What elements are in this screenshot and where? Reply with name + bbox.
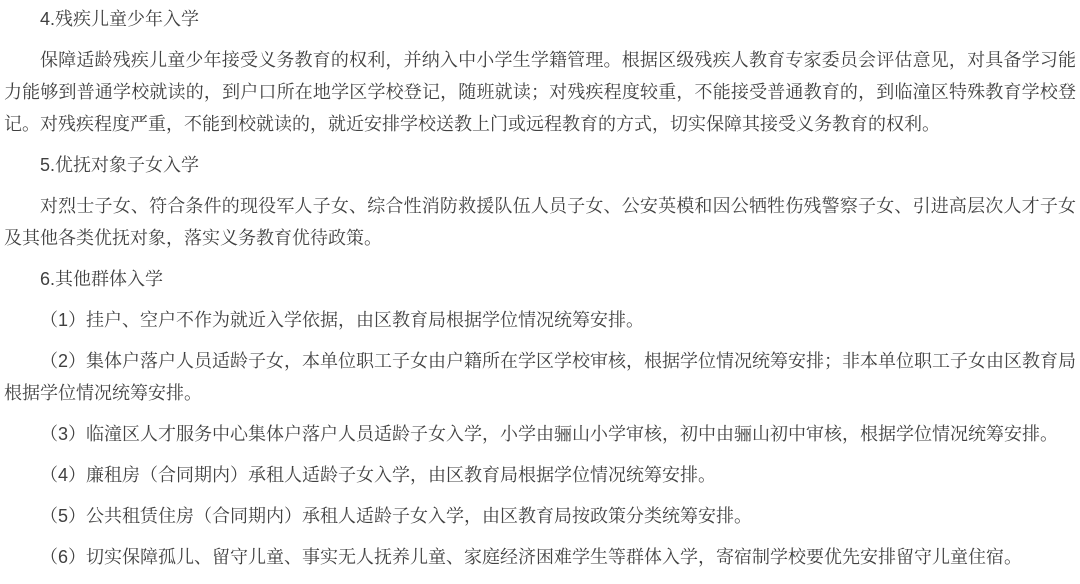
paragraph-preferential-care-body: 对烈士子女、符合条件的现役军人子女、综合性消防救援队伍人员子女、公安英模和因公牺牲伤残警察子女、引进高层次人才子女及其他各类优抚对象，落实义务教育优待政策。 bbox=[4, 196, 1076, 248]
section-heading-disabled-children: 4.残疾儿童少年入学 bbox=[40, 9, 200, 29]
paragraph-disabled-children-body: 保障适龄残疾儿童少年接受义务教育的权利，并纳入中小学生学籍管理。根据区级残疾人教育专家委员会评估意见，对具备学习能力能够到普通学校就读的，到户口所在地学区学校登记，随班就读；对残疾程度较重，不能接受普通教育的，到临潼区特殊教育学校登记。对残疾程度严重，不能到校就读的，就近安排学校送教上门或远程教育的方式，切实保障其接受义务教育的权利。 bbox=[4, 50, 1076, 134]
section-heading-preferential-care-children: 5.优抚对象子女入学 bbox=[40, 155, 200, 175]
paragraph-item-1: （1）挂户、空户不作为就近入学依据，由区教育局根据学位情况统筹安排。 bbox=[40, 310, 645, 330]
paragraph-item-6: （6）切实保障孤儿、留守儿童、事实无人抚养儿童、家庭经济困难学生等群体入学，寄宿制学校要优先安排留守儿童住宿。 bbox=[40, 547, 1023, 567]
paragraph-item-2: （2）集体户落户人员适龄子女，本单位职工子女由户籍所在学区学校审核，根据学位情况统筹安排；非本单位职工子女由区教育局根据学位情况统筹安排。 bbox=[4, 351, 1077, 403]
paragraph-item-4: （4）廉租房（合同期内）承租人适龄子女入学，由区教育局根据学位情况统筹安排。 bbox=[40, 465, 717, 485]
paragraph-item-5: （5）公共租赁住房（合同期内）承租人适龄子女入学，由区教育局按政策分类统筹安排。 bbox=[40, 506, 753, 526]
section-heading-other-groups: 6.其他群体入学 bbox=[40, 269, 164, 289]
paragraph-item-3: （3）临潼区人才服务中心集体户落户人员适龄子女入学，小学由骊山小学审核，初中由骊山初中审核，根据学位情况统筹安排。 bbox=[40, 424, 1059, 444]
